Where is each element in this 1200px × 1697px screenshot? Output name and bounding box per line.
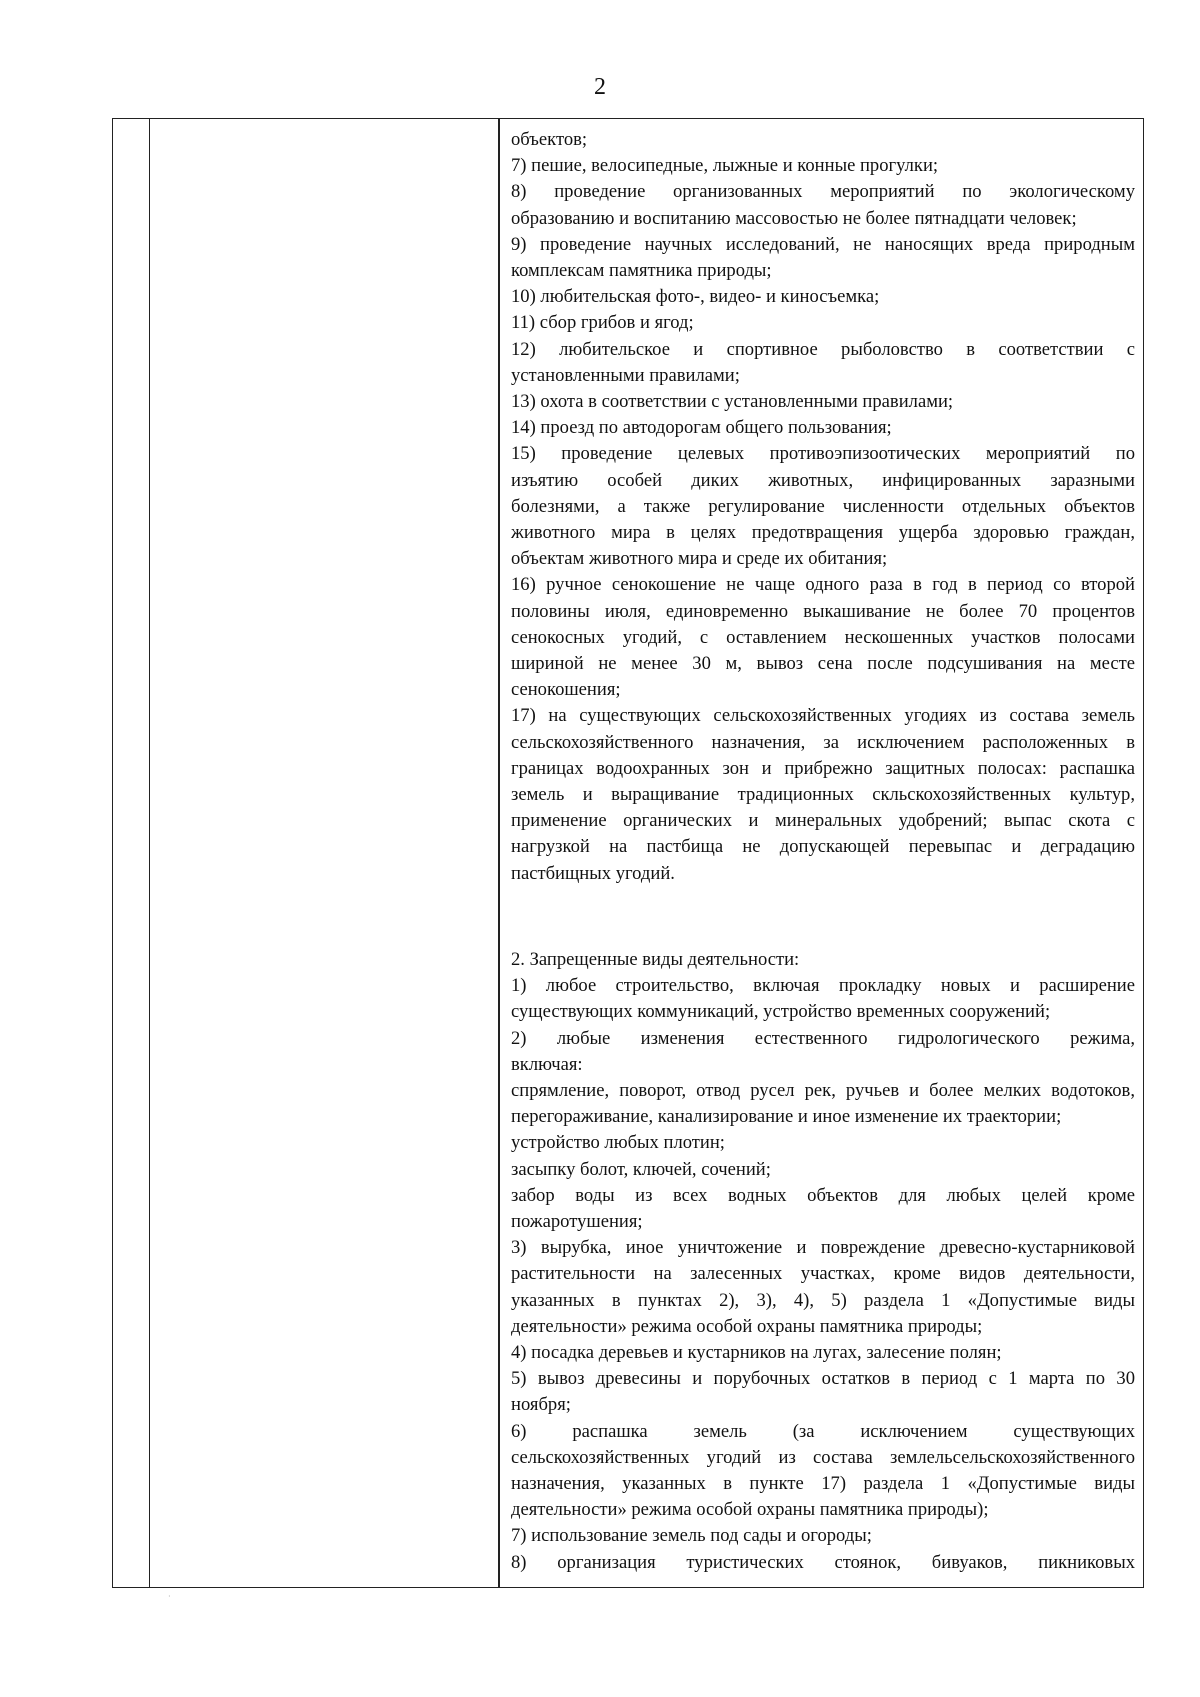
text-line: существующих коммуникаций, устройство временных сооружений; (511, 1001, 1051, 1023)
text-line: пастбищных угодий. (511, 862, 675, 884)
text-line: 7) пешие, велосипедные, лыжные и конные прогулки; (511, 155, 939, 177)
text-line: 2. Запрещенные виды деятельности: (511, 948, 800, 970)
text-line: объектам животного мира и среде их обитания; (511, 548, 888, 570)
page-number: 2 (594, 74, 606, 100)
text-line: 1) любое строительство, включая прокладку новых и расширение (511, 975, 1135, 997)
text-line: засыпку болот, ключей, сочений; (511, 1158, 771, 1180)
text-line: 15) проведение целевых противоэпизоотических мероприятий по (511, 443, 1135, 465)
text-line: 2) любые изменения естественного гидрологического режима, (511, 1027, 1135, 1049)
text-line: шириной не менее 30 м, вывоз сена после подсушивания на месте (511, 653, 1135, 675)
text-line: устройство любых плотин; (511, 1132, 725, 1154)
text-line: установленными правилами; (511, 364, 740, 386)
text-line: назначения, указанных в пункте 17) раздела 1 «Допустимые виды (511, 1472, 1135, 1494)
text-line: сельскохозяйственных угодий из состава землельсельскохозяйственного (511, 1446, 1135, 1468)
text-line: ноября; (511, 1394, 571, 1416)
regime-table (112, 118, 1144, 1588)
text-line: 10) любительская фото-, видео- и киносъемка; (511, 286, 880, 308)
text-line: 6) распашка земель (за исключением существующих (511, 1420, 1135, 1442)
text-line: сенокосных угодий, с оставлением нескошенных участков полосами (511, 626, 1135, 648)
table-column-divider-1 (149, 119, 150, 1587)
text-line: спрямление, поворот, отвод русел рек, ручьев и более мелких водотоков, (511, 1079, 1135, 1101)
text-line: деятельности» режима особой охраны памятника природы; (511, 1315, 983, 1337)
text-line: растительности на залесенных участках, кроме видов деятельности, (511, 1263, 1135, 1285)
text-line: забор воды из всех водных объектов для любых целей кроме (511, 1184, 1135, 1206)
text-line: деятельности» режима особой охраны памятника природы); (511, 1499, 989, 1521)
regime-text-cell (499, 119, 1137, 1587)
text-line: пожаротушения; (511, 1210, 643, 1232)
text-line: нагрузкой на пастбища не допускающей перевыпас и деградацию (511, 836, 1135, 858)
text-line: указанных в пунктах 2), 3), 4), 5) раздела 1 «Допустимые виды (511, 1289, 1135, 1311)
text-line: 11) сбор грибов и ягод; (511, 312, 694, 334)
text-line: 8) организация туристических стоянок, бивуаков, пикниковых (511, 1551, 1135, 1573)
paragraph-gap (511, 903, 1135, 931)
text-line: 13) охота в соответствии с установленными правилами; (511, 391, 954, 413)
text-line: 3) вырубка, иное уничтожение и повреждение древесно-кустарниковой (511, 1237, 1135, 1259)
text-line: 4) посадка деревьев и кустарников на лугах, залесение полян; (511, 1341, 1002, 1363)
text-line: образованию и воспитанию массовостью не более пятнадцати человек; (511, 207, 1077, 229)
text-line: комплексам памятника природы; (511, 260, 772, 282)
text-line: сенокошения; (511, 679, 621, 701)
text-line: половины июля, единовременно выкашивание не более 70 процентов (511, 600, 1135, 622)
text-line: объектов; (511, 129, 588, 150)
scan-speck: · (168, 1592, 171, 1601)
text-line: 5) вывоз древесины и порубочных остатков в период с 1 марта по 30 (511, 1368, 1135, 1390)
text-line: перегораживание, канализирование и иное изменение их траектории; (511, 1106, 1062, 1128)
text-line: животного мира в целях предотвращения ущерба здоровью граждан, (511, 522, 1135, 544)
text-line: 14) проезд по автодорогам общего пользования; (511, 417, 892, 439)
text-line: 17) на существующих сельскохозяйственных угодиях из состава земель (511, 705, 1135, 727)
text-line: земель и выращивание традиционных скльскохозяйственных культур, (511, 784, 1135, 806)
text-line: болезнями, а также регулирование численности отдельных объектов (511, 495, 1135, 517)
text-line: 12) любительское и спортивное рыболовство в соответствии с (511, 338, 1135, 360)
text-line: применение органических и минеральных удобрений; выпас скота с (511, 810, 1135, 832)
text-line: границах водоохранных зон и прибрежно защитных полосах: распашка (511, 757, 1135, 779)
text-line: 8) проведение организованных мероприятий по экологическому (511, 181, 1135, 203)
text-line: 7) использование земель под сады и огороды; (511, 1525, 872, 1547)
text-line: изъятию особей диких животных, инфицированных заразными (511, 469, 1135, 491)
text-line: 16) ручное сенокошение не чаще одного раза в год в период со второй (511, 574, 1135, 596)
text-line: сельскохозяйственного назначения, за исключением расположенных в (511, 731, 1135, 753)
text-line: включая: (511, 1053, 583, 1075)
text-line: 9) проведение научных исследований, не наносящих вреда природным (511, 233, 1135, 255)
